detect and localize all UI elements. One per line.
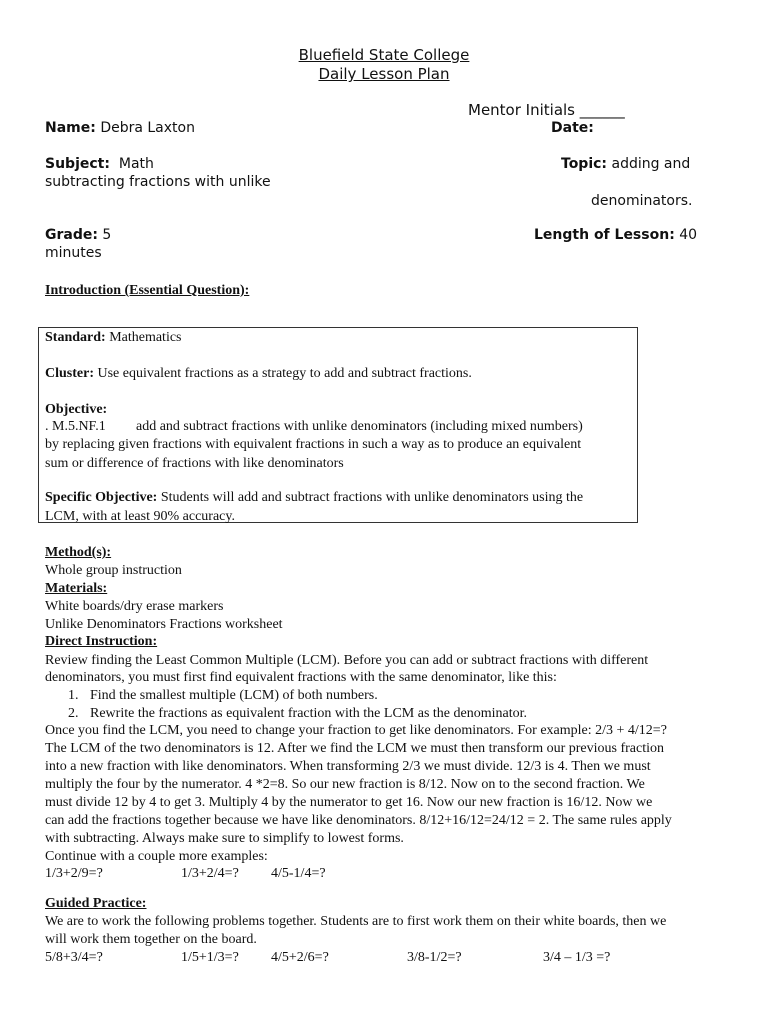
guided-practice-heading: Guided Practice: xyxy=(45,896,147,911)
mentor-label: Mentor Initials xyxy=(468,101,575,119)
objective-line-3: sum or difference of fractions with like denominators xyxy=(45,456,344,471)
grade-row xyxy=(45,227,111,243)
body-line: Continue with a couple more examples: xyxy=(45,849,268,864)
length-value: 40 xyxy=(679,227,698,243)
specific-objective-row xyxy=(45,490,583,506)
body-line: must divide 12 by 4 to get 3. Multiply 4 by the numerator to get 16. Now our new fraction is 16/12. Now we xyxy=(45,795,653,810)
name-row xyxy=(45,120,195,136)
direct-instruction-line: Review finding the Least Common Multiple (LCM). Before you can add or subtract fractions with different xyxy=(45,653,649,668)
length-label: Length of Lesson: xyxy=(534,227,675,243)
practice-problem: 4/5+2/6=? xyxy=(271,950,329,965)
length-continuation: minutes xyxy=(45,245,102,261)
materials-item: White boards/dry erase markers xyxy=(45,599,224,614)
step-text: Find the smallest multiple (LCM) of both numbers. xyxy=(90,688,378,703)
topic-continuation-2: denominators. xyxy=(591,193,693,209)
practice-problem: 5/8+3/4=? xyxy=(45,950,103,965)
specific-objective-line-2: LCM, with at least 90% accuracy. xyxy=(45,509,235,524)
subject-label: Subject: xyxy=(45,156,110,172)
example-problem: 4/5-1/4=? xyxy=(271,866,326,881)
body-line: Once you find the LCM, you need to change your fraction to get like denominators. For example: 2/3 + 4/12=? xyxy=(45,723,667,738)
objective-label: Objective: xyxy=(45,402,108,417)
name-value: Debra Laxton xyxy=(100,120,195,136)
example-problem: 1/3+2/4=? xyxy=(181,866,239,881)
step-text: Rewrite the fractions as equivalent fraction with the LCM as the denominator. xyxy=(90,706,527,721)
step-number: 1. xyxy=(68,688,79,703)
lesson-plan-title: Daily Lesson Plan xyxy=(318,65,450,83)
materials-item: Unlike Denominators Fractions worksheet xyxy=(45,617,283,632)
standard-value: Mathematics xyxy=(109,330,182,345)
college-name: Bluefield State College xyxy=(298,46,470,64)
grade-label: Grade: xyxy=(45,227,98,243)
body-line: The LCM of the two denominators is 12. After we find the LCM we must then transform our previous fraction xyxy=(45,741,664,756)
topic-continuation: subtracting fractions with unlike xyxy=(45,174,271,190)
cluster-value: Use equivalent fractions as a strategy to add and subtract fractions. xyxy=(97,366,472,381)
practice-problem: 3/8-1/2=? xyxy=(407,950,462,965)
direct-instruction-heading: Direct Instruction: xyxy=(45,634,158,649)
body-line: into a new fraction with like denominators. When transforming 2/3 we must divide. 12/3 is 4. Then we must xyxy=(45,759,651,774)
body-line: with subtracting. Always make sure to simplify to lowest forms. xyxy=(45,831,404,846)
mentor-initials xyxy=(468,101,625,119)
practice-problem: 3/4 – 1/3 =? xyxy=(543,950,611,965)
example-problem: 1/3+2/9=? xyxy=(45,866,103,881)
guided-practice-line: will work them together on the board. xyxy=(45,932,257,947)
direct-instruction-line: denominators, you must first find equivalent fractions with the same denominator, like this: xyxy=(45,670,557,685)
subject-value: Math xyxy=(118,156,154,172)
materials-heading: Materials: xyxy=(45,581,108,596)
college-title xyxy=(0,46,768,64)
practice-problem: 1/5+1/3=? xyxy=(181,950,239,965)
standard-row xyxy=(45,330,182,346)
specific-objective-label: Specific Objective: xyxy=(45,490,158,505)
step-number: 2. xyxy=(68,706,79,721)
specific-objective-value: Students will add and subtract fractions with unlike denominators using the xyxy=(160,490,584,505)
document-title xyxy=(0,65,768,83)
standard-label: Standard: xyxy=(45,330,106,345)
subject-row xyxy=(45,156,154,172)
body-line: multiply the four by the numerator. 4 *2=8. So our new fraction is 8/12. Now on to the second fraction. We xyxy=(45,777,645,792)
cluster-label: Cluster: xyxy=(45,366,94,381)
guided-practice-line: We are to work the following problems together. Students are to first work them on their white boards, then we xyxy=(45,914,667,929)
mentor-blank: ______ xyxy=(579,101,625,119)
intro-heading: Introduction (Essential Question): xyxy=(45,283,250,298)
cluster-row xyxy=(45,366,472,382)
grade-value: 5 xyxy=(102,227,112,243)
name-label: Name: xyxy=(45,120,96,136)
date-label: Date: xyxy=(551,120,594,136)
topic-label: Topic: xyxy=(561,156,608,172)
topic-value: adding and xyxy=(611,156,691,172)
methods-heading: Method(s): xyxy=(45,545,112,560)
objective-line-1: add and subtract fractions with unlike denominators (including mixed numbers) xyxy=(136,419,583,434)
methods-value: Whole group instruction xyxy=(45,563,182,578)
objective-code: . M.5.NF.1 xyxy=(45,419,106,434)
body-line: can add the fractions together because we have like denominators. 8/12+16/12=24/12 = 2. The same rules apply xyxy=(45,813,672,828)
topic-row xyxy=(561,156,690,172)
objective-line-2: by replacing given fractions with equivalent fractions in such a way as to produce an equivalent xyxy=(45,437,582,452)
length-row xyxy=(534,227,697,243)
